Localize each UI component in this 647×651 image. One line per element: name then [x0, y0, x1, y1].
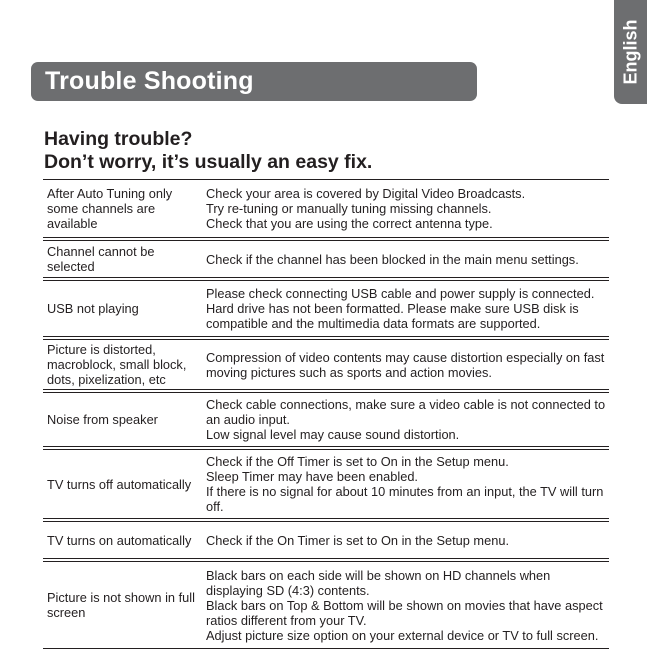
solution-line: If there is no signal for about 10 minutes from an input, the TV will turn off. — [206, 484, 604, 514]
solution-line: Compression of video contents may cause distortion especially on fast moving pictures such as sports and action movies. — [206, 349, 605, 380]
solution-cell — [200, 454, 609, 514]
solution-line: Hard drive has not been formatted. Please make sure USB disk is compatible and the multimedia data formats are supported. — [206, 301, 579, 331]
solution-line: Check if the channel has been blocked in the main menu settings. — [206, 251, 579, 267]
solution-line: Low signal level may cause sound distortion. — [206, 427, 460, 442]
problem-cell: Picture is distorted, macroblock, small block, dots, pixelization, etc — [47, 342, 187, 387]
problem-cell: USB not playing — [47, 301, 139, 316]
table-row — [43, 240, 609, 278]
solution-cell — [200, 568, 609, 643]
solution-line: Check if the On Timer is set to On in the Setup menu. — [206, 532, 510, 548]
solution-cell — [200, 252, 609, 267]
solution-line: Check if the Off Timer is set to On in the Setup menu. — [206, 454, 509, 469]
headline-line-1: Having trouble? — [44, 128, 193, 150]
headline — [44, 128, 372, 174]
problem-cell: After Auto Tuning only some channels are available — [47, 186, 173, 231]
table-row — [43, 280, 609, 337]
solution-line: Try re-tuning or manually tuning missing channels. — [206, 201, 492, 216]
solution-cell — [200, 397, 609, 442]
solution-line: Black bars on Top & Bottom will be shown on movies that have aspect ratios different from your TV. — [206, 597, 603, 628]
solution-line: Black bars on each side will be shown on HD channels when displaying SD (4:3) contents. — [206, 567, 551, 598]
problem-cell: TV turns off automatically — [47, 476, 192, 492]
table-row — [43, 521, 609, 559]
table-row — [43, 392, 609, 447]
solution-line: Adjust picture size option on your external device or TV to full screen. — [206, 627, 599, 643]
table-row — [43, 180, 609, 238]
solution-cell — [200, 186, 609, 231]
headline-line-2: Don’t worry, it’s usually an easy fix. — [44, 151, 373, 173]
problem-cell: TV turns on automatically — [47, 532, 192, 548]
solution-line: Please check connecting USB cable and power supply is connected. — [206, 286, 595, 301]
solution-line: Check cable connections, make sure a video cable is not connected to an audio input. — [206, 397, 606, 427]
language-tab — [614, 0, 647, 104]
problem-cell: Picture is not shown in full screen — [47, 590, 195, 620]
solution-line: Check your area is covered by Digital Video Broadcasts. — [206, 186, 526, 201]
solution-line: Sleep Timer may have been enabled. — [206, 469, 418, 484]
solution-line: Check that you are using the correct antenna type. — [206, 216, 493, 231]
solution-cell — [200, 350, 609, 380]
table-row — [43, 339, 609, 390]
section-title-banner: Trouble Shooting — [31, 62, 477, 101]
table-row — [43, 449, 609, 519]
problem-cell: Noise from speaker — [47, 412, 158, 427]
problem-cell: Channel cannot be selected — [47, 244, 155, 274]
language-tab-label: English — [620, 19, 640, 85]
troubleshooting-table — [43, 179, 609, 649]
solution-cell — [200, 533, 609, 548]
table-row — [43, 561, 609, 649]
solution-cell — [200, 286, 609, 331]
